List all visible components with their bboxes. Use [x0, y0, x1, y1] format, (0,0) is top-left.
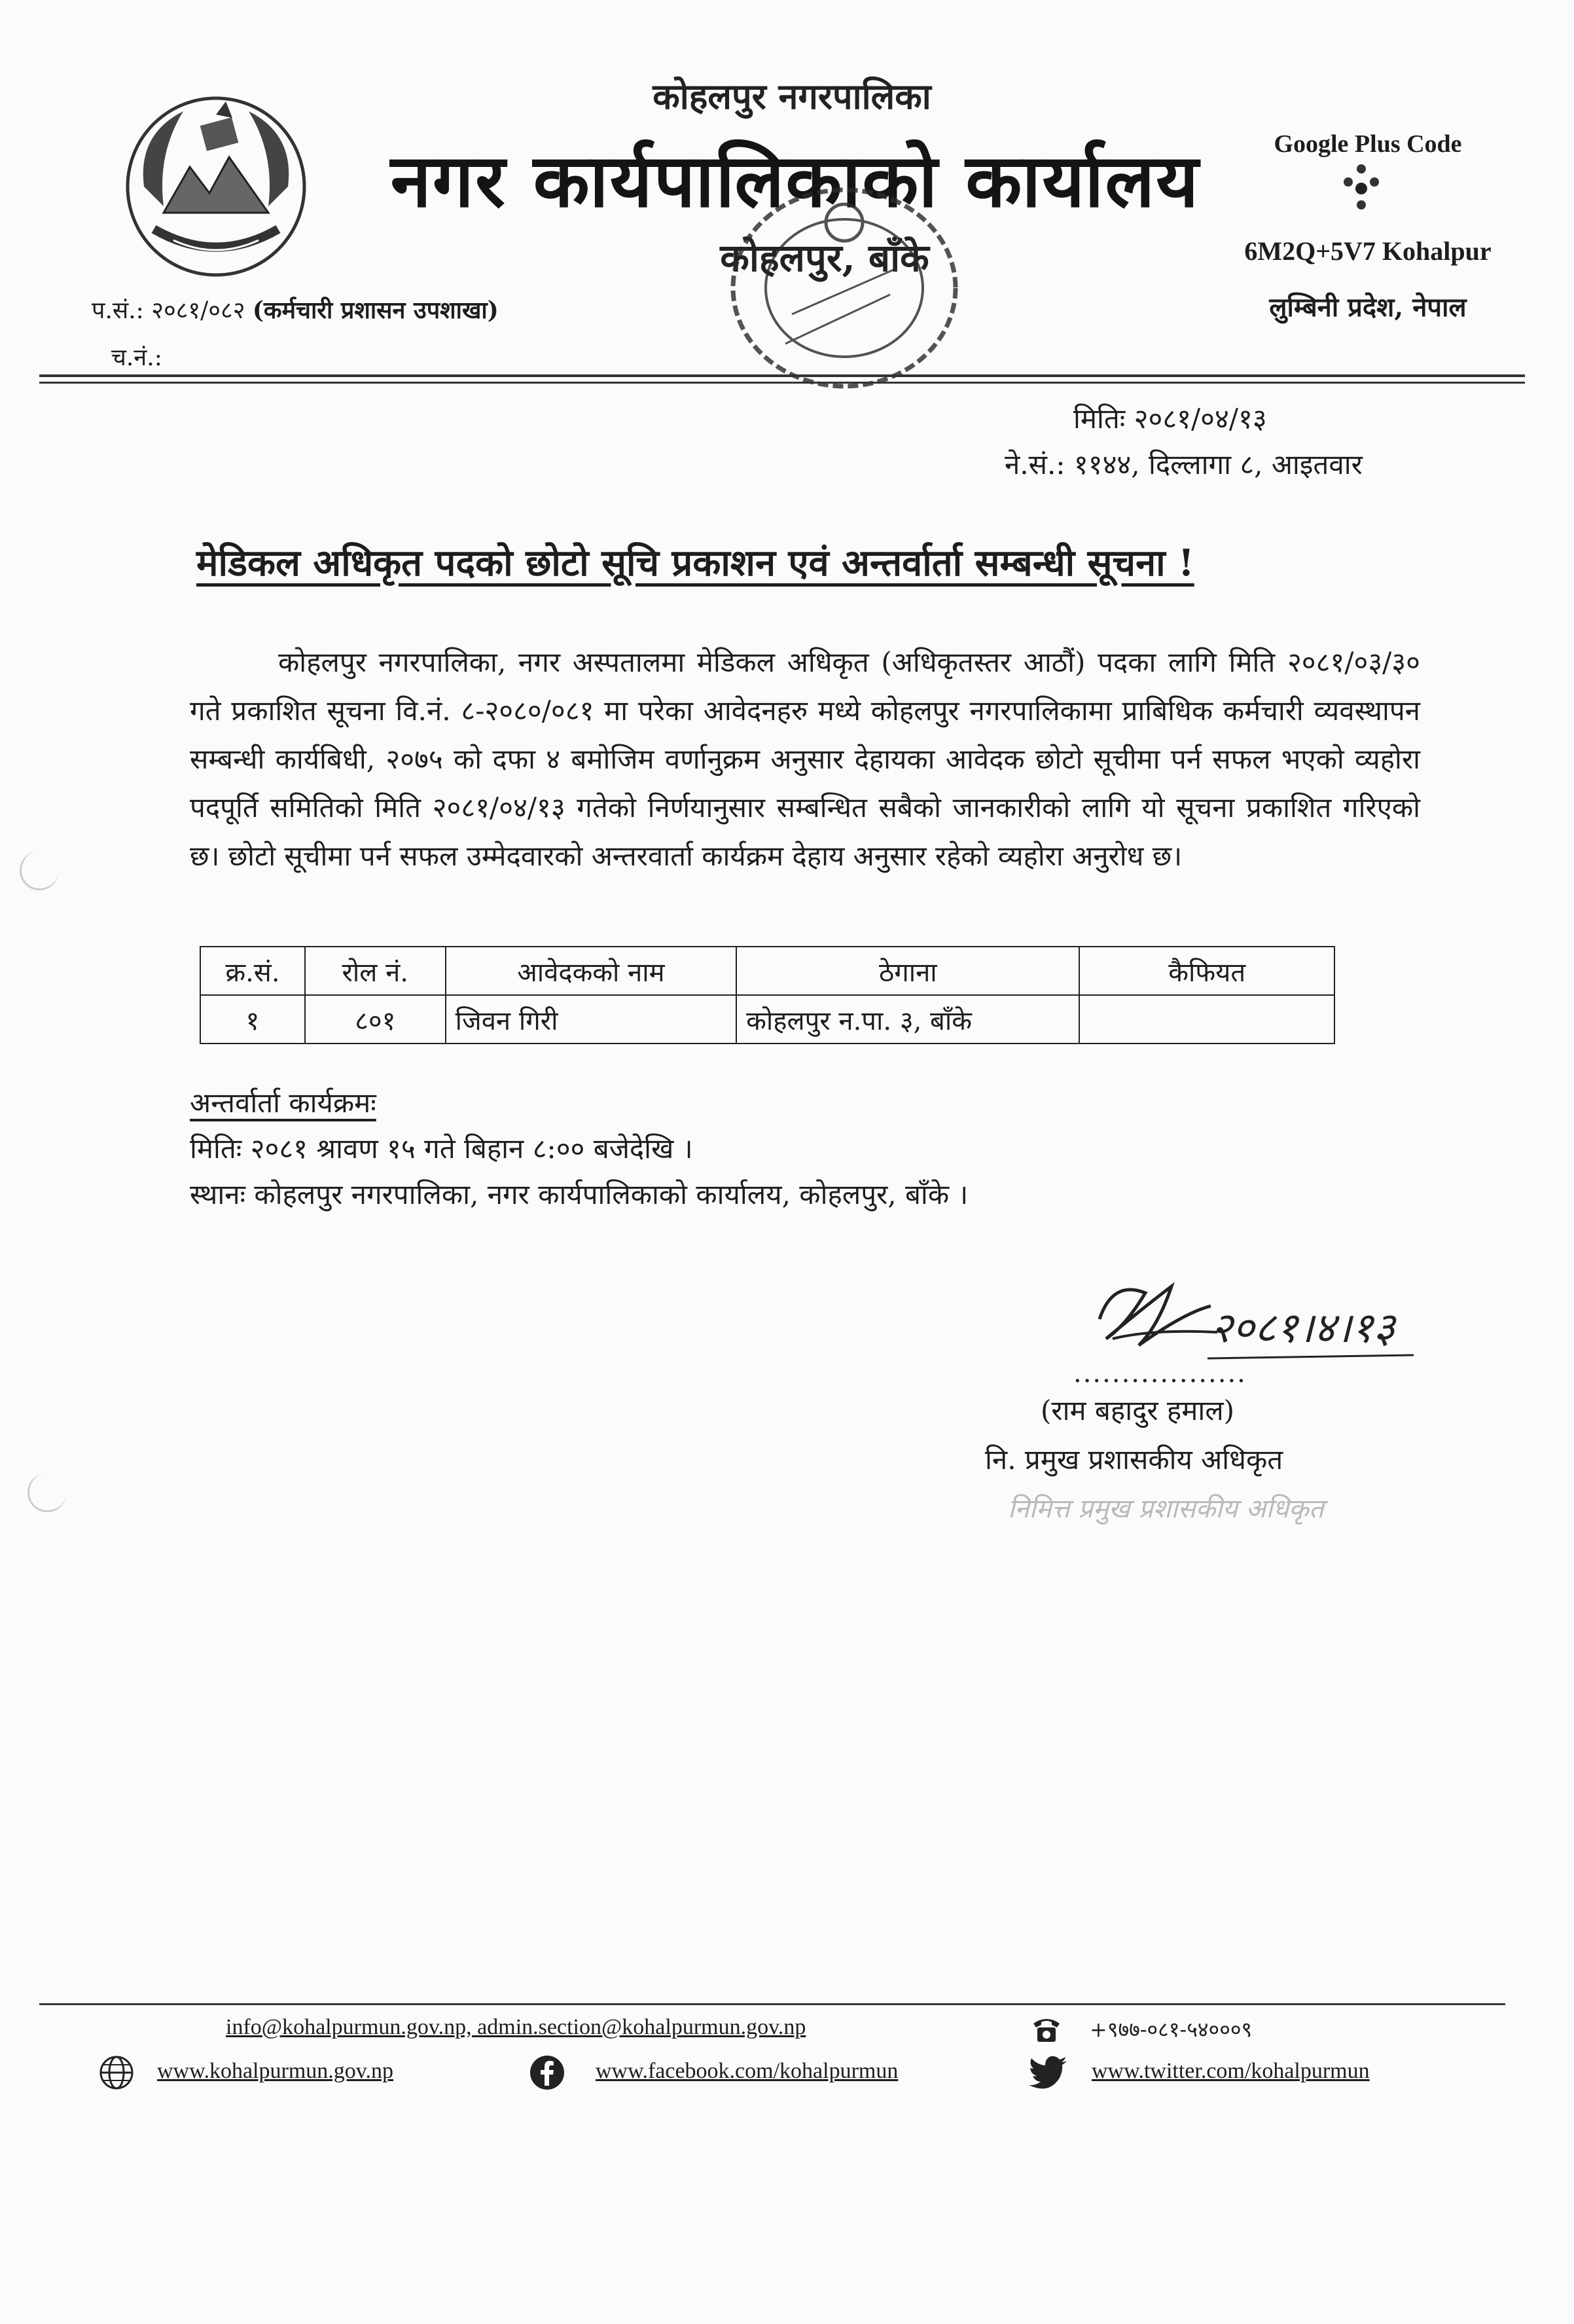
header-divider — [39, 374, 1525, 377]
programme-date: मितिः २०८१ श्रावण १५ गते बिहान ८:०० बजेदेखि । — [190, 1133, 693, 1165]
programme-venue: स्थानः कोहलपुर नगरपालिका, नगर कार्यपालिकाको कार्यालय, कोहलपुर, बाँके । — [190, 1178, 969, 1210]
cell-remarks — [1079, 995, 1334, 1044]
footer-divider — [39, 2003, 1505, 2005]
signer-title: नि. प्रमुख प्रशासकीय अधिकृत — [985, 1443, 1283, 1476]
facebook-icon — [529, 2054, 565, 2091]
programme-heading: अन्तर्वार्ता कार्यक्रमः — [190, 1087, 376, 1119]
footer-phone: +९७७-०८१-५४०००९ — [1090, 2017, 1253, 2042]
table-header-row — [200, 947, 1334, 995]
office-location: कोहलपुर, बाँके — [720, 236, 929, 280]
notice-date: मितिः २०८१/०४/१३ — [1073, 403, 1267, 435]
col-applicant-name: आवेदकको नाम — [446, 947, 737, 995]
google-plus-code-label: Google Plus Code — [1274, 130, 1462, 158]
google-plus-code-dots-icon — [1322, 162, 1401, 215]
reference-number-value: प.सं.: २०८१/०८२ — [92, 297, 245, 324]
signer-name: (राम बहादुर हमाल) — [1041, 1394, 1235, 1426]
table-row — [200, 995, 1334, 1044]
office-title: नगर कार्यपालिकाको कार्यालय — [390, 138, 1200, 224]
cell-address: कोहलपुर न.पा. ३, बाँके — [736, 995, 1079, 1044]
notice-title: मेडिकल अधिकृत पदको छोटो सूचि प्रकाशन एवं अन्तर्वार्ता सम्बन्धी सूचना ! — [196, 541, 1194, 585]
col-remarks: कैफियत — [1079, 947, 1334, 995]
cell-roll-no: ८०१ — [305, 995, 446, 1044]
reference-number — [92, 293, 499, 325]
round-stamp-icon — [681, 164, 982, 399]
cell-applicant-name: जिवन गिरी — [446, 995, 737, 1044]
municipality-name: कोहलपुर नगरपालिका — [653, 75, 931, 117]
col-roll-no: रोल नं. — [305, 947, 446, 995]
faded-designation-stamp: निमित्त प्रमुख प्रशासकीय अधिकृत — [1008, 1494, 1324, 1524]
footer-emails[interactable]: info@kohalpurmun.gov.np, admin.section@kohalpurmun.gov.np — [226, 2015, 806, 2039]
punch-hole-mark — [20, 851, 59, 890]
google-plus-code: 6M2Q+5V7 Kohalpur — [1244, 236, 1492, 266]
footer-website[interactable]: www.kohalpurmun.gov.np — [157, 2059, 394, 2083]
cell-serial: १ — [200, 995, 305, 1044]
punch-hole-mark — [27, 1473, 67, 1512]
dispatch-number: च.नं.: — [111, 344, 162, 371]
footer-twitter[interactable]: www.twitter.com/kohalpurmun — [1092, 2059, 1370, 2083]
header-divider-secondary — [39, 382, 1525, 384]
footer-facebook[interactable]: www.facebook.com/kohalpurmun — [596, 2059, 899, 2083]
col-serial: क्र.सं. — [200, 947, 305, 995]
col-address: ठेगाना — [736, 947, 1079, 995]
signature-dots: .................. — [1073, 1358, 1247, 1389]
globe-icon — [98, 2054, 135, 2091]
handwritten-date: २०८१।४।१३ — [1211, 1304, 1395, 1353]
twitter-icon — [1029, 2054, 1068, 2091]
nepal-emblem-icon — [118, 88, 314, 285]
shortlist-table — [200, 946, 1335, 1044]
province: लुम्बिनी प्रदेश, नेपाल — [1269, 292, 1467, 323]
reference-department: (कर्मचारी प्रशासन उपशाखा) — [252, 297, 499, 324]
nepal-sambat-date: ने.सं.: ११४४, दिल्लागा ८, आइतवार — [1005, 448, 1363, 481]
notice-body: कोहलपुर नगरपालिका, नगर अस्पतालमा मेडिकल अधिकृत (अधिकृतस्तर आठौं) पदका लागि मिति २०८१/०३/३० गते प्रकाशित सूचना वि.नं. ८-२०८०/०८१ मा परेका आवेदनहरु मध्ये कोहलपुर नगरपालिकामा प्राबिधिक कर्मचारी व्यवस्थापन सम्बन्धी कार्यबिधी, २०७५ को दफा ४ बमोजिम वर्णानुक्रम अनुसार देहायका आवेदक छोटो सूचीमा पर्न सफल भएको व्यहोरा पदपूर्ति समितिको मिति २०८१/०४/१३ गतेको निर्णयानुसार सम्बन्धित सबैको जानकारीको लागि यो सूचना प्रकाशित गरिएको छ। छोटो सूचीमा पर्न सफल उम्मेदवारको अन्तरवार्ता कार्यक्रम देहाय अनुसार रहेको व्यहोरा अनुरोध छ। — [190, 646, 1420, 872]
phone-icon — [1031, 2013, 1062, 2044]
